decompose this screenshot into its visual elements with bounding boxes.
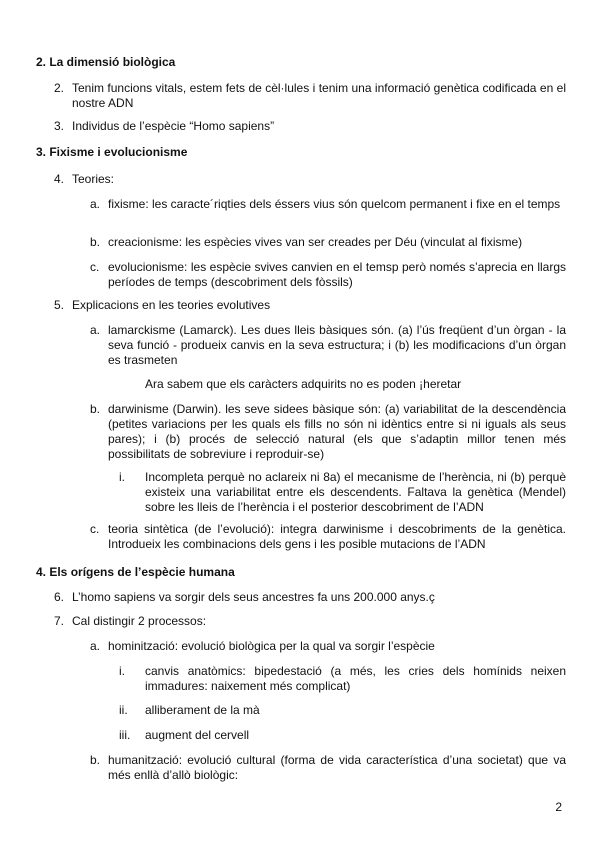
list-text: Individus de l’espècie “Homo sapiens” (72, 119, 275, 133)
sub-item-4c (90, 260, 566, 290)
roman-numeral: i. (119, 470, 125, 484)
sub-item-7a (90, 639, 566, 654)
section-heading-2: 2. La dimensió biològica (36, 55, 176, 69)
page-number: 2 (555, 800, 562, 814)
sub-item-4b (90, 235, 566, 250)
sub-sub-item-7a-i (119, 664, 566, 694)
list-number: 4. (54, 172, 65, 186)
roman-numeral: i. (119, 664, 125, 678)
note-text: Ara sabem que els caràcters adquirits no es poden ¡heretar (145, 377, 462, 391)
list-item-2 (54, 81, 566, 111)
sub-letter: b. (90, 753, 101, 767)
list-text: Explicacions en les teories evolutives (72, 298, 271, 312)
sub-text: fixisme: les caracte´riqties dels éssers vius són quelcom permanent i fixe en el temps (108, 197, 561, 211)
list-item-7 (54, 614, 566, 629)
list-item-4 (54, 172, 566, 187)
sub-letter: c. (90, 260, 100, 274)
sub-letter: a. (90, 323, 101, 337)
sub-sub-text: augment del cervell (145, 728, 250, 742)
sub-sub-text: alliberament de la mà (145, 703, 260, 717)
list-number: 6. (54, 590, 65, 604)
list-item-6 (54, 590, 566, 605)
list-text: L’homo sapiens va sorgir dels seus ancestres fa uns 200.000 anys.ç (72, 590, 435, 604)
list-number: 7. (54, 614, 65, 628)
section-heading-4: 4. Els orígens de l’espècie humana (36, 565, 235, 579)
list-number: 2. (54, 81, 65, 95)
sub-text: creacionisme: les espècies vives van ser creades per Déu (vinculat al fixisme) (108, 235, 523, 249)
sub-letter: b. (90, 402, 101, 416)
list-item-5 (54, 298, 566, 313)
sub-letter: a. (90, 197, 101, 211)
sub-item-7b (90, 753, 566, 783)
sub-sub-text: canvis anatòmics: bipedestació (a més, les cries dels homínids neixen immadures: naixement més complicat) (145, 664, 566, 693)
sub-text: teoria sintètica (de l’evolució): integra darwinisme i descobriments de la genètica. Introdueix les combinacions dels gens i les posible mutacions de l’ADN (108, 522, 566, 551)
sub-sub-item-5b-i (119, 470, 566, 515)
sub-item-5a (90, 323, 566, 368)
sub-text: humanització: evolució cultural (forma de vida característica d’una societat) que va més enllà d’allò biològic: (108, 753, 566, 782)
sub-text: evolucionisme: les espècie svives canvien en el temsp però només s’aprecia en llargs períodes de temps (descobriment dels fòssils) (108, 260, 566, 289)
sub-text: darwinisme (Darwin). les seve sidees bàsique són: (a) variabilitat de la descendència (petites variacions per les quals els fills no són ni idèntics entre si ni iguals als seus pares); i (b) procés de selecció natural (els que s’adaptin millor tenen més possibilitats de sobreviure i reproduir-se) (108, 402, 566, 461)
sub-letter: a. (90, 639, 101, 653)
section-heading-3: 3. Fixisme i evolucionisme (36, 145, 188, 159)
roman-numeral: ii. (119, 703, 128, 717)
list-text: Cal distingir 2 processos: (72, 614, 207, 628)
sub-item-4a (90, 197, 566, 212)
list-number: 3. (54, 119, 65, 133)
list-item-3 (54, 119, 566, 134)
sub-text: hominització: evolució biològica per la qual va sorgir l’espècie (108, 639, 435, 653)
sub-sub-item-7a-iii (119, 728, 566, 743)
list-number: 5. (54, 298, 65, 312)
sub-sub-item-7a-ii (119, 703, 566, 718)
sub-text: lamarckisme (Lamarck). Les dues lleis bàsiques són. (a) l’ús freqüent d’un òrgan - la seva funció - produeix canvis en la seva estructura; i (b) les modificacions d’un òrgan es trasmeten (108, 323, 566, 367)
list-text: Teories: (72, 172, 115, 186)
sub-letter: b. (90, 235, 101, 249)
sub-item-5c (90, 522, 566, 552)
sub-sub-text: Incompleta perquè no aclareix ni 8a) el mecanisme de l’herència, ni (b) perquè existeix una variabilitat entre els descendents. Faltava la genètica (Mendel) sobre les lleis de l’herència i el posterior descobriment de l’ADN (145, 470, 566, 514)
sub-item-5b (90, 402, 566, 462)
sub-letter: c. (90, 522, 100, 536)
roman-numeral: iii. (119, 728, 131, 742)
list-text: Tenim funcions vitals, estem fets de cèl·lules i tenim una informació genètica codificada en el nostre ADN (72, 81, 566, 110)
